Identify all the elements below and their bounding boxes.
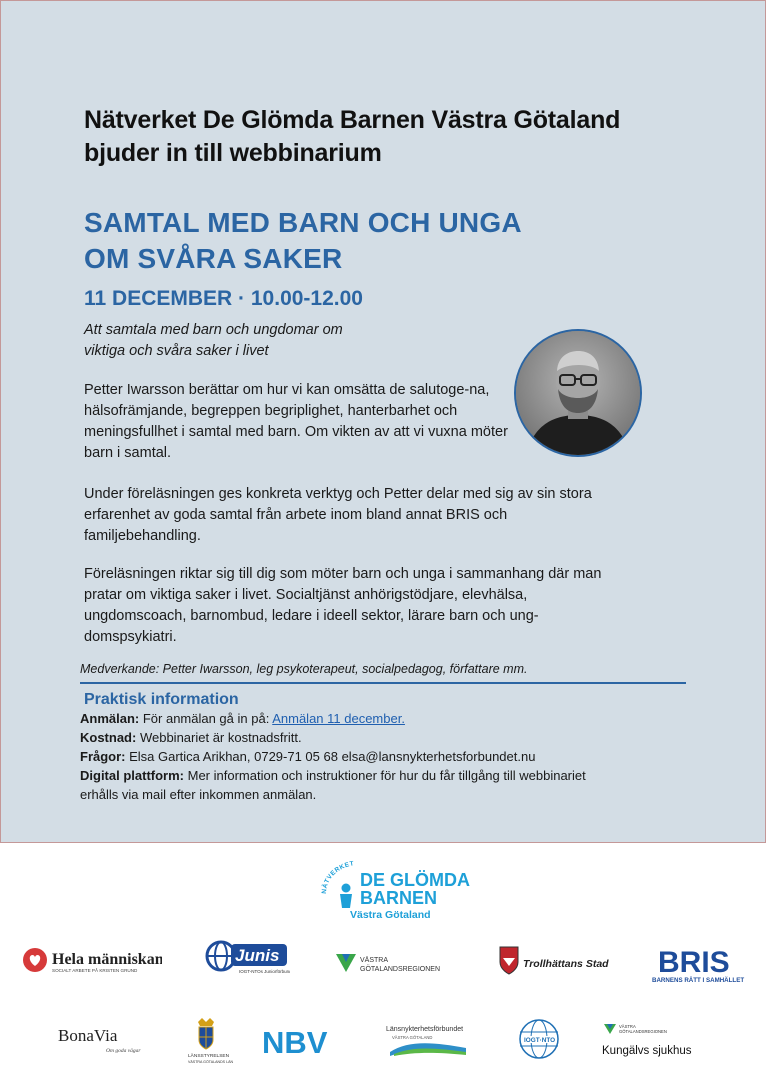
- bonavia-text: BonaVia: [58, 1026, 118, 1045]
- practical-info: [80, 709, 700, 804]
- medverkande-note: Medverkande: Petter Iwarsson, leg psykoterapeut, socialpedagog, författare mm.: [80, 662, 528, 676]
- registration-link[interactable]: Anmälan 11 december.: [272, 711, 405, 726]
- vgr-logo: [334, 950, 459, 978]
- bris-text: BRIS: [658, 946, 730, 979]
- lansnykter-sub: VÄSTRA GÖTALAND: [392, 1035, 433, 1040]
- globe-icon: [205, 938, 290, 978]
- paragraph-audience: Föreläsningen riktar sig till dig som möter barn och unga i sammanhang där man pratar om viktiga saker i livet. Socialtjänst anhörigstödjare, elevhälsa, ungdomscoach, barnombud, ledare i ideell sektor, lärare barn och ung-domspsykiatri.: [84, 566, 602, 645]
- digital-row: [80, 766, 700, 785]
- speaker-photo: [514, 329, 642, 457]
- lansstyrelsen-line2: VÄSTRA GÖTALANDS LÄN: [188, 1060, 234, 1064]
- event-lead-line2: viktiga och svåra saker i livet: [84, 343, 269, 359]
- junis-sub: IOGT-NTOs Juniorförbund: [239, 969, 290, 974]
- vgr-leaf-icon: [334, 950, 459, 978]
- event-lead-line1: Att samtala med barn och ungdomar om: [84, 322, 343, 338]
- paragraph-tools: Under föreläsningen ges konkreta verktyg och Petter delar med sig av sin stora erfarenhet av goda samtal från arbete inom bland annat BRIS och familjebehandling.: [84, 486, 592, 544]
- shield-icon: [498, 944, 613, 978]
- vgr-line2: GÖTALANDSREGIONEN: [360, 966, 440, 973]
- kungalv-top2: GÖTALANDSREGIONEN: [619, 1029, 667, 1034]
- kungalv-text: Kungälvs sjukhus: [602, 1045, 692, 1057]
- digital-text: Mer information och instruktioner för hur du får tillgång till webbinariet: [184, 768, 586, 783]
- portrait-image: [516, 331, 640, 455]
- anmalan-text: För anmälan gå in på:: [139, 711, 273, 726]
- anmalan-label: Anmälan:: [80, 711, 140, 726]
- network-logo: [320, 860, 480, 925]
- hela-manniskan-text: Hela människan: [52, 951, 162, 968]
- event-lead: [84, 320, 444, 362]
- junis-logo: [205, 938, 290, 978]
- network-logo-arc: NÄTVERKET: [320, 860, 355, 895]
- lansnykterhetsforbundet-logo: [384, 1022, 469, 1058]
- kungalvs-sjukhus-logo: [602, 1020, 712, 1060]
- wave-icon: [384, 1022, 469, 1058]
- network-logo-line3: Västra Götaland: [350, 909, 431, 921]
- iogt-nto-logo: [516, 1016, 562, 1064]
- event-title: [84, 205, 684, 277]
- nbv-wordmark: [262, 1024, 352, 1058]
- kungalv-top1: VÄSTRA: [619, 1024, 636, 1029]
- lansnykter-text: Länsnykterhetsförbundet: [386, 1026, 464, 1033]
- nbv-logo: [262, 1024, 352, 1058]
- fragor-text: Elsa Gartica Arikhan, 0729-71 05 68 elsa@lansnykterhetsforbundet.nu: [125, 749, 536, 764]
- header: [84, 104, 744, 170]
- practical-heading: Praktisk information: [84, 691, 239, 708]
- bris-sub: BARNENS RÄTT I SAMHÄLLET: [652, 977, 745, 984]
- lansstyrelsen-logo: [188, 1016, 258, 1064]
- heart-icon: [22, 946, 162, 976]
- iogt-globe-icon: [516, 1016, 562, 1064]
- paragraph-intro: Petter Iwarsson berättar om hur vi kan omsätta de salutoge-na, hälsofrämjande, begreppen begriplighet, hanterbarhet och meningsfullhet i samtal med barn. Om vikten av att vi vuxna möter barn i samtal.: [84, 382, 508, 461]
- hela-manniskan-logo: [22, 946, 162, 976]
- kungalv-leaf-icon: [602, 1020, 712, 1060]
- network-logo-graphic: [320, 860, 480, 925]
- bonavia-sub: Om goda vägar: [106, 1048, 141, 1054]
- kostnad-text: Webbinariet är kostnadsfritt.: [136, 730, 302, 745]
- network-logo-line2: BARNEN: [360, 888, 438, 908]
- bris-wordmark: [650, 943, 750, 985]
- iogt-text: IOGT·NTO: [524, 1037, 556, 1044]
- trollhattan-logo: [498, 944, 613, 978]
- bonavia-logo: [56, 1022, 141, 1058]
- vgr-line1: VÄSTRA: [360, 957, 389, 964]
- junis-text: Junis: [235, 946, 280, 965]
- event-date: 11 DECEMBER · 10.00-12.00: [84, 287, 363, 310]
- bonavia-wordmark: [56, 1022, 141, 1058]
- event-title-line1: SAMTAL MED BARN OCH UNGA: [84, 207, 522, 238]
- event-title-line2: OM SVÅRA SAKER: [84, 243, 343, 274]
- digital-row-2: erhålls via mail efter inkommen anmälan.: [80, 787, 317, 802]
- fragor-row: [80, 747, 700, 766]
- anmalan-row: [80, 709, 700, 728]
- trollhattan-text: Trollhättans Stad: [523, 958, 609, 970]
- kostnad-row: [80, 728, 700, 747]
- bris-logo: [650, 943, 750, 985]
- digital-label: Digital plattform:: [80, 768, 184, 783]
- header-line1: Nätverket De Glömda Barnen Västra Götaland: [84, 106, 621, 134]
- fragor-label: Frågor:: [80, 749, 126, 764]
- lansstyrelsen-line1: LÄNSSTYRELSEN: [188, 1054, 230, 1059]
- crown-crest-icon: [188, 1016, 258, 1064]
- hela-manniskan-sub: SOCIALT ARBETE PÅ KRISTEN GRUND: [52, 968, 138, 973]
- kostnad-label: Kostnad:: [80, 730, 137, 745]
- divider: [80, 682, 686, 684]
- network-logo-line1: DE GLÖMDA: [360, 870, 470, 890]
- header-line2: bjuder in till webbinarium: [84, 139, 382, 167]
- nbv-text: NBV: [262, 1025, 328, 1058]
